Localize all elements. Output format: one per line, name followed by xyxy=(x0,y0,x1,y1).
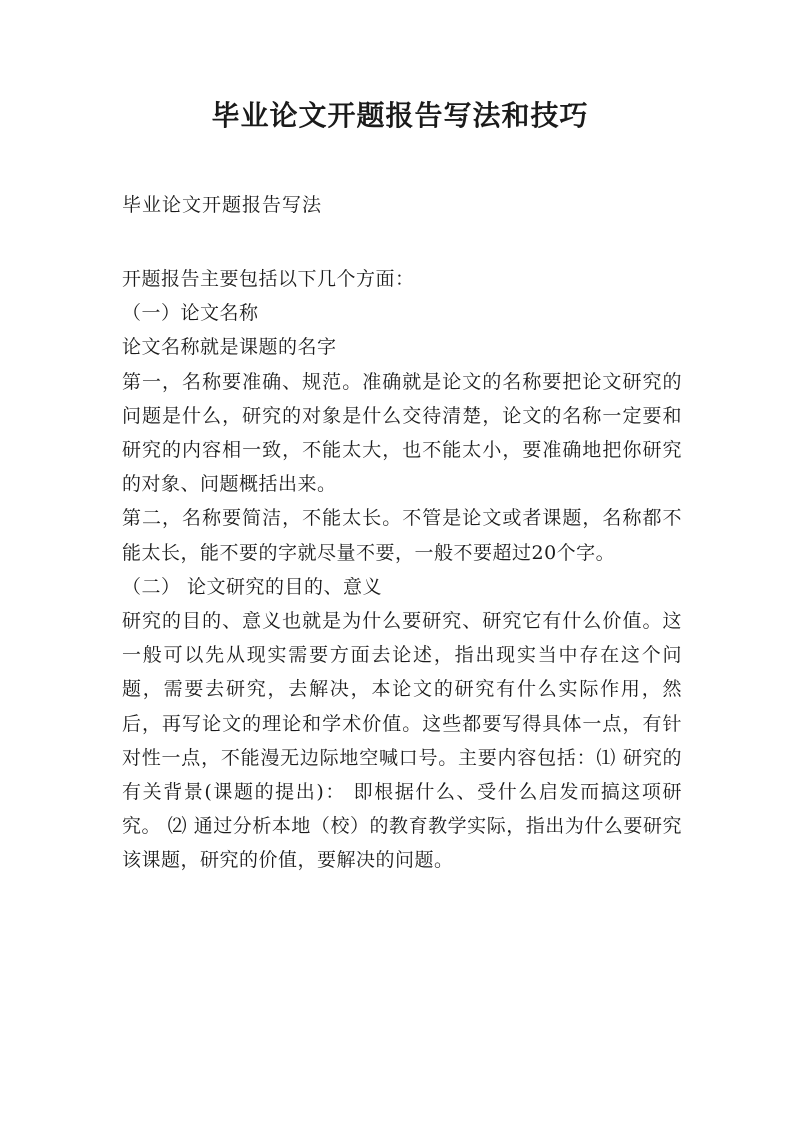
paragraph-intro: 开题报告主要包括以下几个方面： xyxy=(122,268,415,290)
paragraph-purpose: 研究的目的、意义也就是为什么要研究、研究它有什么价值。这一般可以先从现实需要方面去论述，指出现实当中存在这个问题，需要去研究，去解决，本论文的研究有什么实际作用，然后，再写论文的理论和学术价值。这些都要写得具体一点，有针对性一点，不能漫无边际地空喊口号。主要内容包括：⑴ 研究的有关背景(课题的提出)： 即根据什么、受什么启发而搞这项研究。 ⑵ 通过分析本地（校）的教育教学实际，指出为什么要研究该课题，研究的价值，要解决的问题。 xyxy=(122,610,682,872)
document-body xyxy=(122,262,682,878)
paragraph-point-1: 第一，名称要准确、规范。准确就是论文的名称要把论文研究的问题是什么，研究的对象是什么交待清楚，论文的名称一定要和研究的内容相一致，不能太大，也不能太小，要准确地把你研究的对象、问题概括出来。 xyxy=(122,370,682,496)
section-heading-2: （二） 论文研究的目的、意义 xyxy=(122,575,383,598)
paragraph-point-2: 第二，名称要简洁，不能太长。不管是论文或者课题，名称都不能太长，能不要的字就尽量不要，一般不要超过20个字。 xyxy=(122,507,682,564)
section-heading-1: （一）论文名称 xyxy=(122,302,259,325)
paragraph-title-def: 论文名称就是课题的名字 xyxy=(122,336,337,359)
document-title: 毕业论文开题报告写法和技巧 xyxy=(211,99,589,132)
document-subtitle: 毕业论文开题报告写法 xyxy=(122,194,323,216)
